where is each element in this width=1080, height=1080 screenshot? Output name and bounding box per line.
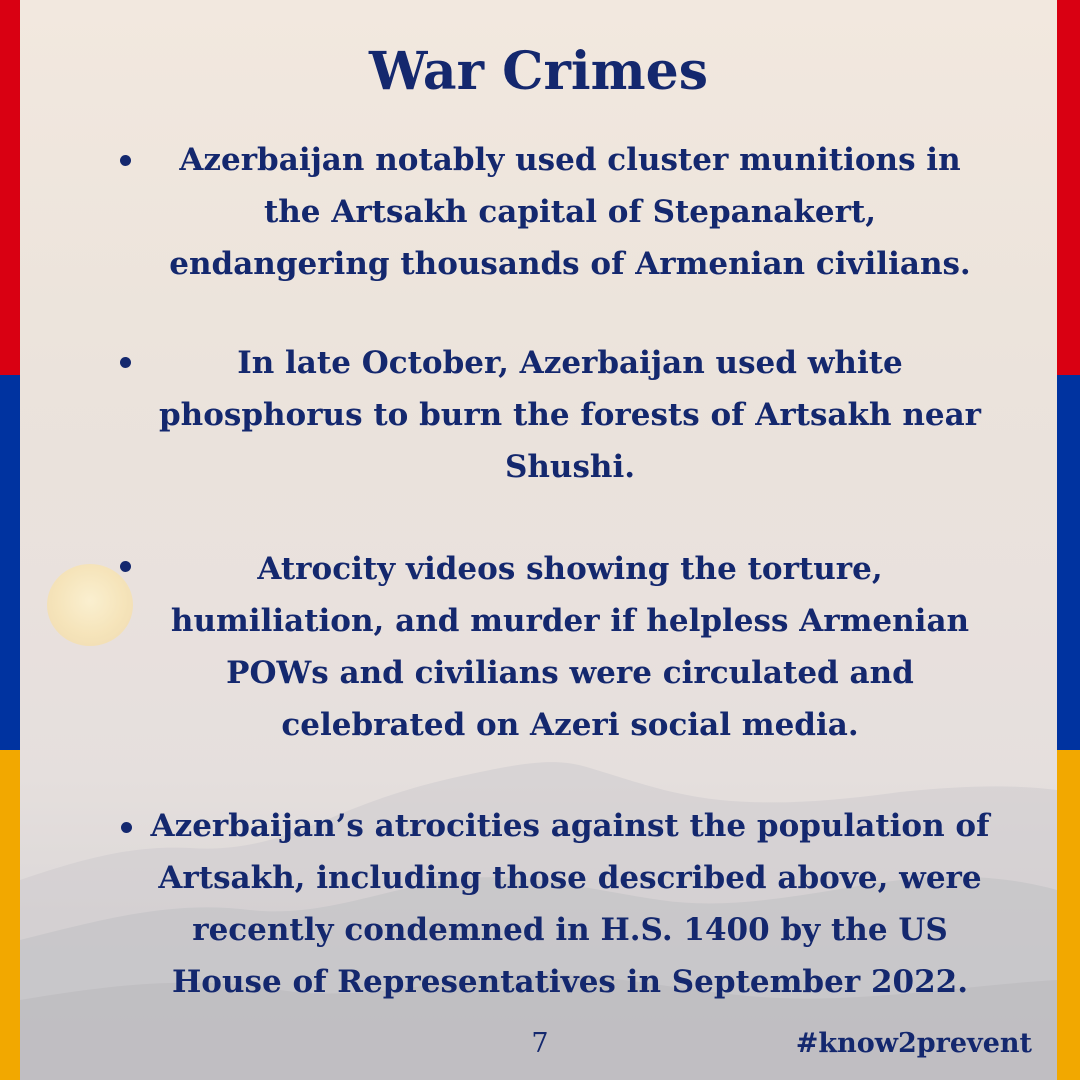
page-title: War Crimes [369, 41, 708, 102]
bullet-text [140, 337, 1000, 493]
sun-graphic [47, 564, 133, 646]
bullet-line: recently condemned in H.S. 1400 by the US [192, 912, 948, 948]
bullet-text [160, 134, 980, 290]
bullet-text [140, 543, 1000, 751]
bullet-dot-icon [121, 822, 132, 833]
bullet-dot-icon [120, 155, 131, 166]
hashtag-label: #know2prevent [795, 1028, 1032, 1059]
bullet-line: Azerbaijan’s atrocities against the population of [150, 808, 990, 844]
bullet-line: the Artsakh capital of Stepanakert, [263, 194, 877, 230]
content-panel [20, 0, 1057, 1080]
bullet-line: phosphorus to burn the forests of Artsakh near [158, 397, 981, 433]
bullet-line: endangering thousands of Armenian civilians. [169, 246, 971, 282]
page-number: 7 [531, 1028, 549, 1059]
bullet-line: humiliation, and murder if helpless Armenian [170, 603, 970, 639]
bullet-text [140, 800, 1000, 1008]
bullet-line: Artsakh, including those described above, were [158, 860, 982, 896]
bullet-line: House of Representatives in September 2022. [171, 964, 969, 1000]
bullet-line: celebrated on Azeri social media. [281, 707, 859, 743]
bullet-dot-icon [120, 561, 131, 572]
bullet-line: In late October, Azerbaijan used white [237, 345, 903, 381]
bullet-line: POWs and civilians were circulated and [226, 655, 914, 691]
bullet-dot-icon [120, 357, 131, 368]
bullet-line: Atrocity videos showing the torture, [257, 551, 883, 587]
bullet-line: Azerbaijan notably used cluster munitions in [179, 142, 961, 178]
bullet-line: Shushi. [504, 449, 636, 485]
